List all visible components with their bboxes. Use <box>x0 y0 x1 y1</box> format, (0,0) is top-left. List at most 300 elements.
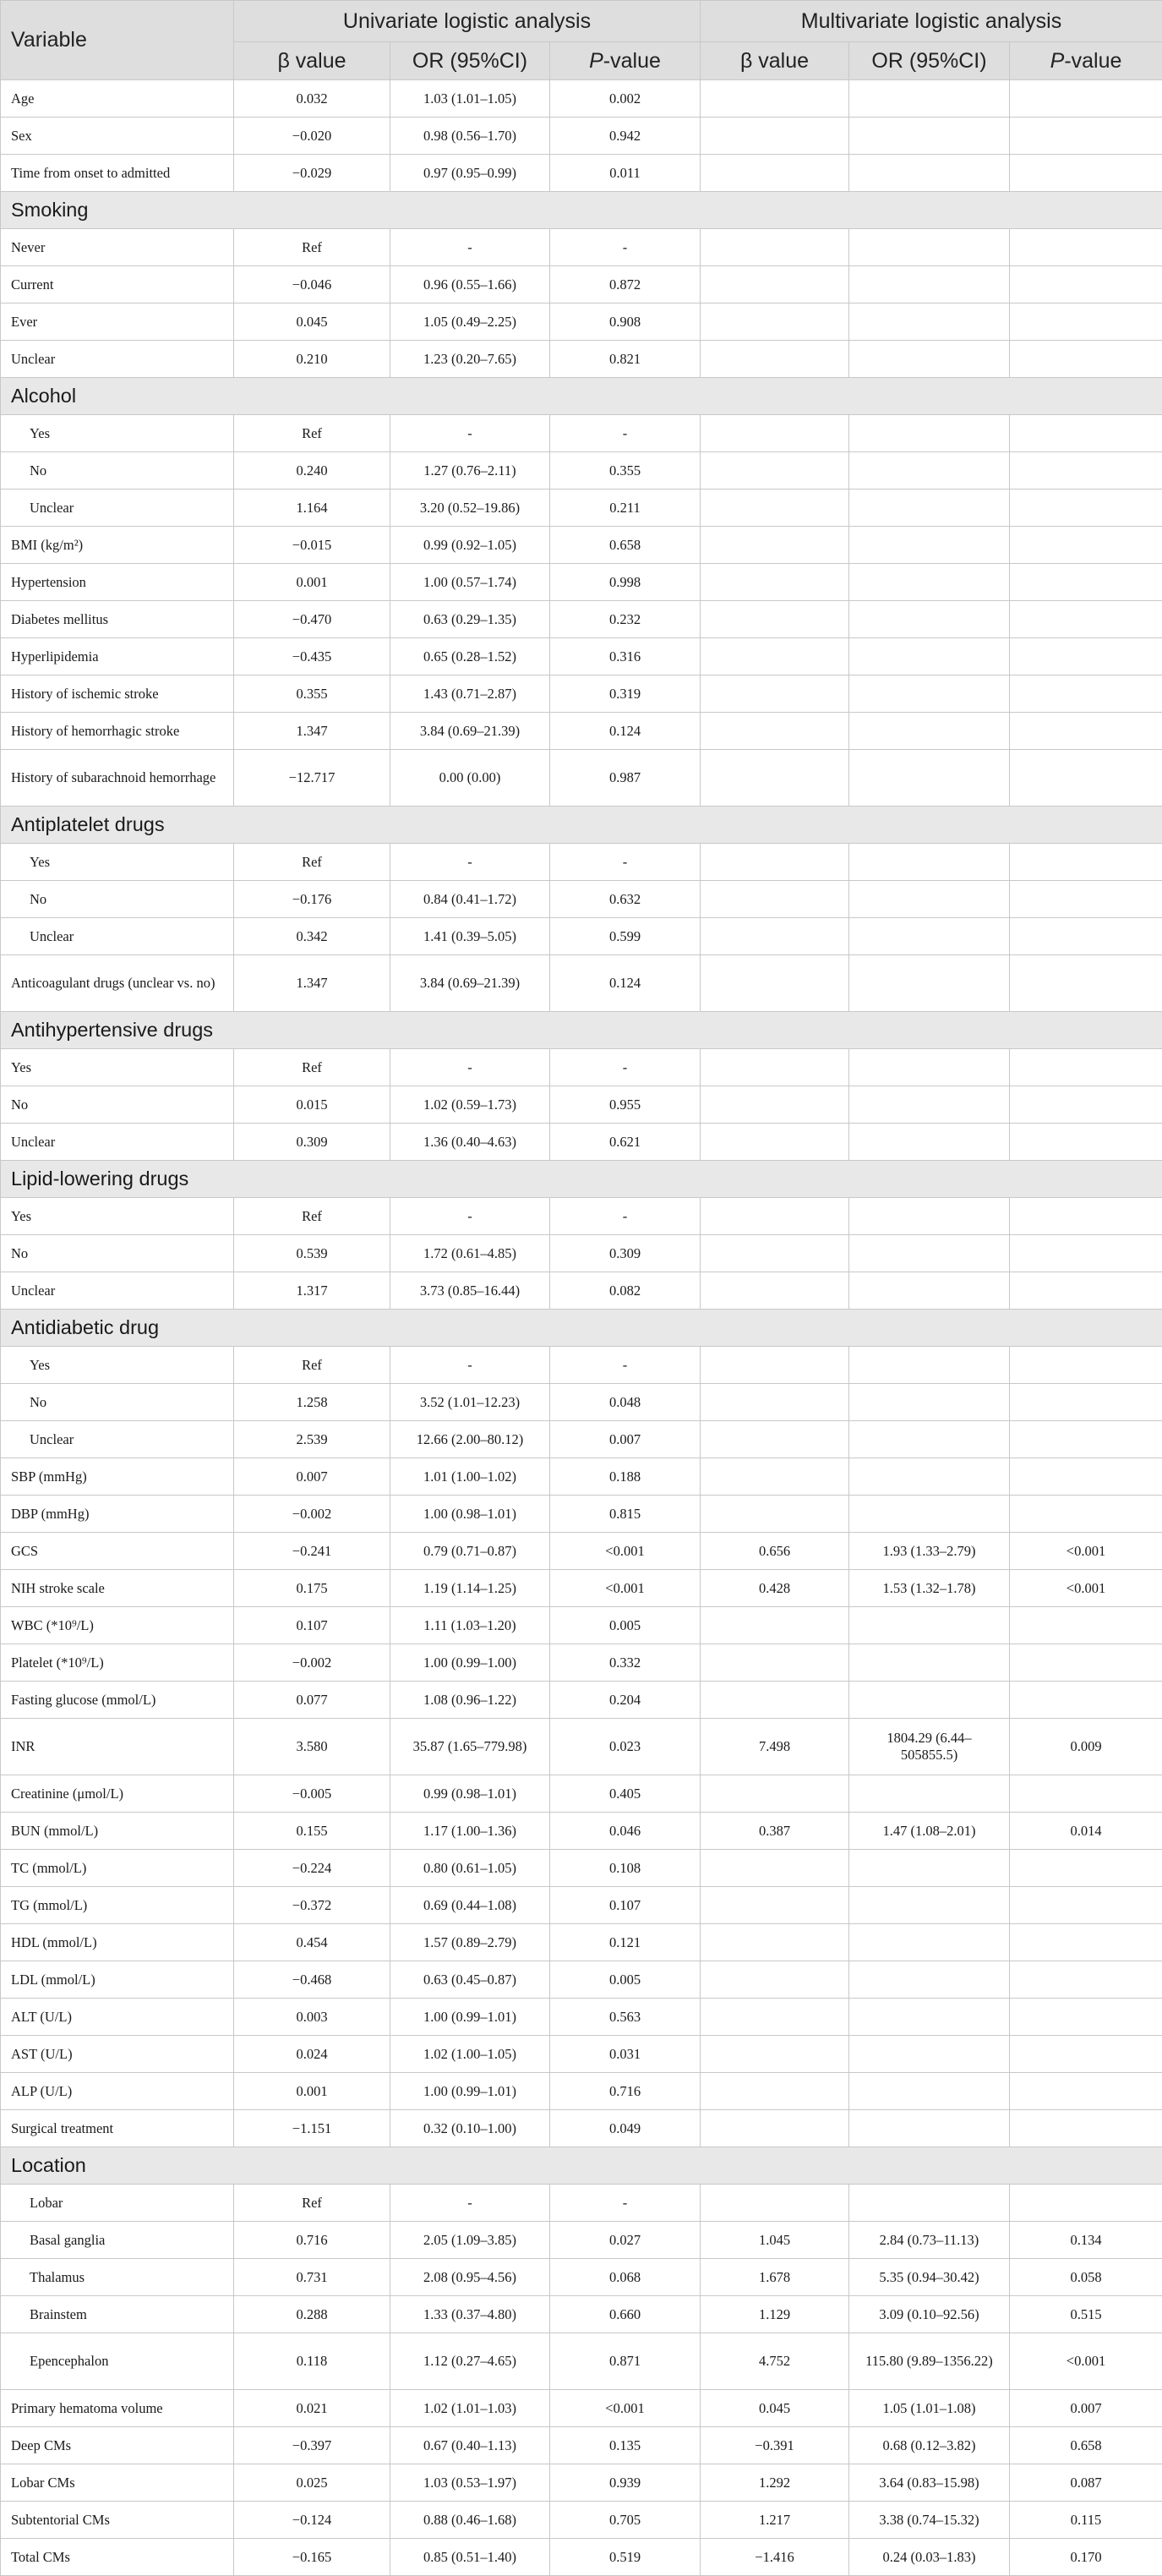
variable-cell: Basal ganglia <box>1 2222 234 2259</box>
multivariate-or-cell <box>849 1924 1010 1961</box>
univariate-or-cell: 0.99 (0.98–1.01) <box>390 1775 550 1813</box>
multivariate-or-cell <box>849 1850 1010 1887</box>
variable-cell: GCS <box>1 1533 234 1570</box>
univariate-or-cell: 1.11 (1.03–1.20) <box>390 1607 550 1644</box>
univariate-beta-cell: −0.165 <box>234 2539 390 2576</box>
univariate-or-cell: 1.00 (0.99–1.01) <box>390 1999 550 2036</box>
univariate-p-cell: 0.048 <box>550 1384 701 1421</box>
multivariate-beta-cell <box>701 638 849 675</box>
univariate-or-cell: 0.79 (0.71–0.87) <box>390 1533 550 1570</box>
multivariate-p-cell <box>1010 527 1162 564</box>
table-row <box>1 1961 1162 1999</box>
univariate-p-cell: 0.027 <box>550 2222 701 2259</box>
variable-cell: Yes <box>1 1049 234 1086</box>
univariate-p-cell: - <box>550 1049 701 1086</box>
univariate-or-header: OR (95%CI) <box>390 42 550 80</box>
variable-cell: Thalamus <box>1 2259 234 2296</box>
univariate-beta-cell: −0.176 <box>234 881 390 918</box>
variable-cell: No <box>1 1235 234 1272</box>
variable-cell: Never <box>1 229 234 266</box>
table-row <box>1 1999 1162 2036</box>
univariate-p-cell: 0.232 <box>550 601 701 638</box>
multivariate-or-cell <box>849 304 1010 341</box>
multivariate-beta-cell <box>701 918 849 955</box>
variable-cell: Unclear <box>1 1124 234 1161</box>
multivariate-beta-cell <box>701 452 849 489</box>
univariate-or-cell: 1.33 (0.37–4.80) <box>390 2296 550 2333</box>
univariate-p-cell: 0.124 <box>550 955 701 1012</box>
multivariate-beta-cell <box>701 1924 849 1961</box>
multivariate-or-cell <box>849 1421 1010 1458</box>
multivariate-or-cell: 1.05 (1.01–1.08) <box>849 2390 1010 2427</box>
univariate-or-cell: 1.36 (0.40–4.63) <box>390 1124 550 1161</box>
multivariate-p-cell <box>1010 2073 1162 2110</box>
univariate-or-cell: 1.02 (1.01–1.03) <box>390 2390 550 2427</box>
variable-cell: Unclear <box>1 489 234 527</box>
variable-cell: Anticoagulant drugs (unclear vs. no) <box>1 955 234 1012</box>
univariate-beta-cell: −0.397 <box>234 2427 390 2464</box>
univariate-p-cell: 0.872 <box>550 266 701 304</box>
univariate-p-cell: 0.005 <box>550 1607 701 1644</box>
variable-cell: Unclear <box>1 1421 234 1458</box>
univariate-or-cell: 1.72 (0.61–4.85) <box>390 1235 550 1272</box>
variable-cell: Total CMs <box>1 2539 234 2576</box>
univariate-p-cell: 0.204 <box>550 1682 701 1719</box>
multivariate-or-cell: 3.64 (0.83–15.98) <box>849 2464 1010 2502</box>
univariate-beta-cell: Ref <box>234 2185 390 2222</box>
univariate-p-cell: 0.621 <box>550 1124 701 1161</box>
variable-cell: HDL (mmol/L) <box>1 1924 234 1961</box>
variable-cell: Time from onset to admitted <box>1 155 234 192</box>
multivariate-p-cell <box>1010 1607 1162 1644</box>
univariate-or-cell: 1.00 (0.57–1.74) <box>390 564 550 601</box>
univariate-or-cell: 2.05 (1.09–3.85) <box>390 2222 550 2259</box>
multivariate-beta-cell <box>701 1421 849 1458</box>
multivariate-or-cell <box>849 1775 1010 1813</box>
multivariate-or-cell <box>849 1124 1010 1161</box>
table-row <box>1 266 1162 304</box>
univariate-or-cell: 0.88 (0.46–1.68) <box>390 2502 550 2539</box>
univariate-beta-cell: −0.435 <box>234 638 390 675</box>
multivariate-beta-cell <box>701 341 849 378</box>
univariate-or-cell: 1.03 (0.53–1.97) <box>390 2464 550 2502</box>
table-row <box>1 1775 1162 1813</box>
multivariate-or-cell <box>849 881 1010 918</box>
univariate-beta-cell: 0.015 <box>234 1086 390 1124</box>
table-row <box>1 304 1162 341</box>
univariate-p-cell: 0.107 <box>550 1887 701 1924</box>
table-row <box>1 1458 1162 1496</box>
table-row <box>1 955 1162 1012</box>
multivariate-beta-cell: 0.428 <box>701 1570 849 1607</box>
variable-cell: DBP (mmHg) <box>1 1496 234 1533</box>
univariate-p-cell: 0.405 <box>550 1775 701 1813</box>
univariate-p-cell: 0.309 <box>550 1235 701 1272</box>
variable-cell: Current <box>1 266 234 304</box>
univariate-p-cell: 0.908 <box>550 304 701 341</box>
multivariate-p-cell: 0.014 <box>1010 1813 1162 1850</box>
variable-cell: BMI (kg/m²) <box>1 527 234 564</box>
table-row <box>1 1887 1162 1924</box>
multivariate-p-cell <box>1010 713 1162 750</box>
univariate-or-cell: 3.84 (0.69–21.39) <box>390 713 550 750</box>
univariate-or-cell: 1.19 (1.14–1.25) <box>390 1570 550 1607</box>
table-row <box>1 1198 1162 1235</box>
multivariate-or-cell <box>849 489 1010 527</box>
univariate-p-cell: 0.658 <box>550 527 701 564</box>
multivariate-p-cell <box>1010 881 1162 918</box>
multivariate-beta-cell <box>701 1496 849 1533</box>
univariate-beta-cell: 0.355 <box>234 675 390 713</box>
multivariate-beta-cell <box>701 1235 849 1272</box>
univariate-p-cell: 0.005 <box>550 1961 701 1999</box>
multivariate-p-cell: 0.007 <box>1010 2390 1162 2427</box>
univariate-beta-cell: 0.309 <box>234 1124 390 1161</box>
multivariate-or-cell <box>849 713 1010 750</box>
univariate-beta-cell: 0.001 <box>234 2073 390 2110</box>
multivariate-p-cell <box>1010 155 1162 192</box>
multivariate-or-header: OR (95%CI) <box>849 42 1010 80</box>
table-row <box>1 2333 1162 2390</box>
table-row <box>1 1124 1162 1161</box>
table-row <box>1 1086 1162 1124</box>
univariate-p-cell: - <box>550 229 701 266</box>
univariate-or-cell: 0.00 (0.00) <box>390 750 550 807</box>
univariate-beta-cell: −0.372 <box>234 1887 390 1924</box>
variable-cell: Hypertension <box>1 564 234 601</box>
variable-cell: Ever <box>1 304 234 341</box>
table-row <box>1 844 1162 881</box>
section-label: Location <box>1 2147 1162 2185</box>
univariate-beta-cell: 0.175 <box>234 1570 390 1607</box>
univariate-p-cell: 0.007 <box>550 1421 701 1458</box>
multivariate-beta-cell <box>701 955 849 1012</box>
multivariate-p-header <box>1010 42 1162 80</box>
univariate-or-cell: 3.73 (0.85–16.44) <box>390 1272 550 1310</box>
table-row <box>1 118 1162 155</box>
multivariate-p-cell <box>1010 1458 1162 1496</box>
univariate-beta-cell: −0.241 <box>234 1533 390 1570</box>
multivariate-p-cell <box>1010 1850 1162 1887</box>
multivariate-p-cell: <0.001 <box>1010 1533 1162 1570</box>
multivariate-beta-cell: −1.416 <box>701 2539 849 2576</box>
table-row <box>1 415 1162 452</box>
univariate-or-cell: 1.03 (1.01–1.05) <box>390 80 550 118</box>
multivariate-p-cell <box>1010 1682 1162 1719</box>
multivariate-p-cell <box>1010 1049 1162 1086</box>
multivariate-or-cell <box>849 452 1010 489</box>
multivariate-beta-cell <box>701 2036 849 2073</box>
variable-cell: Deep CMs <box>1 2427 234 2464</box>
univariate-beta-cell: Ref <box>234 1049 390 1086</box>
table-row <box>1 675 1162 713</box>
table-row <box>1 1719 1162 1775</box>
section-label: Antidiabetic drug <box>1 1310 1162 1347</box>
table-row <box>1 2110 1162 2147</box>
multivariate-p-cell: 0.009 <box>1010 1719 1162 1775</box>
multivariate-or-cell <box>849 1347 1010 1384</box>
multivariate-or-cell: 3.09 (0.10–92.56) <box>849 2296 1010 2333</box>
table-row <box>1 881 1162 918</box>
table-row <box>1 2073 1162 2110</box>
univariate-p-cell: 0.660 <box>550 2296 701 2333</box>
univariate-beta-cell: 0.077 <box>234 1682 390 1719</box>
table-row <box>1 564 1162 601</box>
multivariate-beta-cell <box>701 2185 849 2222</box>
univariate-or-cell: 0.97 (0.95–0.99) <box>390 155 550 192</box>
multivariate-beta-cell: 1.045 <box>701 2222 849 2259</box>
variable-cell: Yes <box>1 1198 234 1235</box>
table-row <box>1 1347 1162 1384</box>
multivariate-beta-cell: 1.217 <box>701 2502 849 2539</box>
variable-cell: SBP (mmHg) <box>1 1458 234 1496</box>
multivariate-beta-cell <box>701 713 849 750</box>
multivariate-beta-cell: 1.292 <box>701 2464 849 2502</box>
univariate-or-cell: 1.57 (0.89–2.79) <box>390 1924 550 1961</box>
multivariate-p-cell <box>1010 1421 1162 1458</box>
table-row <box>1 750 1162 807</box>
variable-cell: INR <box>1 1719 234 1775</box>
univariate-or-cell: - <box>390 1198 550 1235</box>
univariate-or-cell: 0.67 (0.40–1.13) <box>390 2427 550 2464</box>
multivariate-or-cell <box>849 955 1010 1012</box>
multivariate-or-cell: 0.68 (0.12–3.82) <box>849 2427 1010 2464</box>
variable-cell: History of hemorrhagic stroke <box>1 713 234 750</box>
section-label: Antihypertensive drugs <box>1 1012 1162 1049</box>
multivariate-or-cell <box>849 1198 1010 1235</box>
univariate-p-cell: 0.939 <box>550 2464 701 2502</box>
univariate-or-cell: 0.99 (0.92–1.05) <box>390 527 550 564</box>
univariate-or-cell: 0.80 (0.61–1.05) <box>390 1850 550 1887</box>
multivariate-beta-cell <box>701 750 849 807</box>
univariate-beta-cell: 0.288 <box>234 2296 390 2333</box>
univariate-p-cell: 0.563 <box>550 1999 701 2036</box>
section-label: Antiplatelet drugs <box>1 807 1162 844</box>
univariate-beta-cell: 0.001 <box>234 564 390 601</box>
section-header-row <box>1 1310 1162 1347</box>
table-row <box>1 713 1162 750</box>
univariate-p-cell: 0.124 <box>550 713 701 750</box>
multivariate-or-cell <box>849 1049 1010 1086</box>
univariate-or-cell: 1.02 (1.00–1.05) <box>390 2036 550 2073</box>
table-row <box>1 155 1162 192</box>
table-row <box>1 918 1162 955</box>
section-header-row <box>1 192 1162 229</box>
multivariate-p-cell <box>1010 750 1162 807</box>
univariate-or-cell: 0.65 (0.28–1.52) <box>390 638 550 675</box>
univariate-beta-cell: 0.107 <box>234 1607 390 1644</box>
variable-cell: Brainstem <box>1 2296 234 2333</box>
multivariate-p-cell: 0.115 <box>1010 2502 1162 2539</box>
multivariate-beta-cell: 1.678 <box>701 2259 849 2296</box>
multivariate-beta-cell: 0.045 <box>701 2390 849 2427</box>
table-row <box>1 341 1162 378</box>
univariate-beta-cell: 0.210 <box>234 341 390 378</box>
univariate-beta-cell: −0.124 <box>234 2502 390 2539</box>
table-row <box>1 2185 1162 2222</box>
p-suffix: -value <box>603 49 661 73</box>
univariate-or-cell: 1.00 (0.99–1.00) <box>390 1644 550 1682</box>
univariate-group-header: Univariate logistic analysis <box>234 1 701 42</box>
section-header-row <box>1 1012 1162 1049</box>
univariate-p-cell: 0.716 <box>550 2073 701 2110</box>
multivariate-or-cell <box>849 266 1010 304</box>
multivariate-p-cell: 0.087 <box>1010 2464 1162 2502</box>
multivariate-beta-cell <box>701 118 849 155</box>
multivariate-p-cell <box>1010 1775 1162 1813</box>
table-row <box>1 2390 1162 2427</box>
univariate-p-cell: 0.319 <box>550 675 701 713</box>
multivariate-or-cell <box>849 564 1010 601</box>
variable-cell: Unclear <box>1 341 234 378</box>
univariate-or-cell: 1.01 (1.00–1.02) <box>390 1458 550 1496</box>
univariate-beta-cell: Ref <box>234 844 390 881</box>
table-body <box>1 80 1162 2576</box>
univariate-beta-cell: 1.317 <box>234 1272 390 1310</box>
table-row <box>1 2296 1162 2333</box>
multivariate-or-cell <box>849 2036 1010 2073</box>
multivariate-beta-cell <box>701 2073 849 2110</box>
univariate-or-cell: 1.27 (0.76–2.11) <box>390 452 550 489</box>
multivariate-p-cell <box>1010 564 1162 601</box>
multivariate-beta-cell: −0.391 <box>701 2427 849 2464</box>
univariate-beta-cell: 1.258 <box>234 1384 390 1421</box>
table-row <box>1 229 1162 266</box>
univariate-or-cell: 0.63 (0.45–0.87) <box>390 1961 550 1999</box>
multivariate-beta-cell <box>701 675 849 713</box>
multivariate-beta-cell: 0.387 <box>701 1813 849 1850</box>
table-row <box>1 2036 1162 2073</box>
multivariate-or-cell <box>849 2110 1010 2147</box>
multivariate-or-cell <box>849 1384 1010 1421</box>
variable-cell: Primary hematoma volume <box>1 2390 234 2427</box>
univariate-beta-cell: Ref <box>234 415 390 452</box>
multivariate-beta-cell <box>701 1384 849 1421</box>
univariate-p-cell: 0.955 <box>550 1086 701 1124</box>
multivariate-or-cell <box>849 1644 1010 1682</box>
multivariate-beta-cell <box>701 1086 849 1124</box>
multivariate-p-cell <box>1010 1272 1162 1310</box>
univariate-p-cell: 0.046 <box>550 1813 701 1850</box>
univariate-beta-cell: 0.454 <box>234 1924 390 1961</box>
section-header-row <box>1 378 1162 415</box>
multivariate-p-cell <box>1010 1924 1162 1961</box>
variable-cell: Age <box>1 80 234 118</box>
multivariate-beta-cell <box>701 844 849 881</box>
multivariate-p-cell <box>1010 266 1162 304</box>
univariate-or-cell: 12.66 (2.00–80.12) <box>390 1421 550 1458</box>
univariate-or-cell: - <box>390 1049 550 1086</box>
multivariate-or-cell <box>849 2185 1010 2222</box>
univariate-p-cell: <0.001 <box>550 2390 701 2427</box>
univariate-beta-cell: −0.015 <box>234 527 390 564</box>
variable-cell: Lobar CMs <box>1 2464 234 2502</box>
univariate-or-cell: 3.20 (0.52–19.86) <box>390 489 550 527</box>
multivariate-p-cell <box>1010 2185 1162 2222</box>
multivariate-beta-cell <box>701 564 849 601</box>
univariate-p-cell: 0.519 <box>550 2539 701 2576</box>
multivariate-p-cell: 0.515 <box>1010 2296 1162 2333</box>
univariate-beta-cell: Ref <box>234 229 390 266</box>
table-row <box>1 1570 1162 1607</box>
univariate-or-cell: 1.02 (0.59–1.73) <box>390 1086 550 1124</box>
variable-cell: WBC (*10⁹/L) <box>1 1607 234 1644</box>
univariate-or-cell: 0.96 (0.55–1.66) <box>390 266 550 304</box>
univariate-beta-cell: 0.045 <box>234 304 390 341</box>
multivariate-or-cell: 3.38 (0.74–15.32) <box>849 2502 1010 2539</box>
section-label: Lipid-lowering drugs <box>1 1161 1162 1198</box>
section-label: Alcohol <box>1 378 1162 415</box>
univariate-beta-cell: −0.029 <box>234 155 390 192</box>
variable-cell: Lobar <box>1 2185 234 2222</box>
univariate-or-cell: 0.63 (0.29–1.35) <box>390 601 550 638</box>
univariate-or-cell: - <box>390 2185 550 2222</box>
univariate-beta-cell: 0.118 <box>234 2333 390 2390</box>
table-header <box>1 1 1162 80</box>
univariate-or-cell: 3.84 (0.69–21.39) <box>390 955 550 1012</box>
univariate-p-cell: 0.942 <box>550 118 701 155</box>
table-row <box>1 452 1162 489</box>
multivariate-p-cell <box>1010 955 1162 1012</box>
multivariate-p-cell <box>1010 1887 1162 1924</box>
univariate-or-cell: 0.84 (0.41–1.72) <box>390 881 550 918</box>
table-row <box>1 1235 1162 1272</box>
univariate-beta-cell: 2.539 <box>234 1421 390 1458</box>
multivariate-or-cell <box>849 675 1010 713</box>
multivariate-or-cell: 1804.29 (6.44–505855.5) <box>849 1719 1010 1775</box>
univariate-p-cell: 0.121 <box>550 1924 701 1961</box>
multivariate-p-cell <box>1010 1086 1162 1124</box>
multivariate-beta-cell <box>701 601 849 638</box>
variable-cell: Subtentorial CMs <box>1 2502 234 2539</box>
univariate-beta-cell: −0.005 <box>234 1775 390 1813</box>
univariate-beta-cell: 0.342 <box>234 918 390 955</box>
multivariate-or-cell <box>849 1272 1010 1310</box>
table-row <box>1 1682 1162 1719</box>
multivariate-or-cell <box>849 918 1010 955</box>
univariate-or-cell: 1.17 (1.00–1.36) <box>390 1813 550 1850</box>
univariate-beta-header: β value <box>234 42 390 80</box>
multivariate-beta-cell <box>701 1347 849 1384</box>
table-row <box>1 527 1162 564</box>
multivariate-or-cell <box>849 1458 1010 1496</box>
univariate-or-cell: 1.41 (0.39–5.05) <box>390 918 550 955</box>
univariate-or-cell: - <box>390 1347 550 1384</box>
multivariate-or-cell: 0.24 (0.03–1.83) <box>849 2539 1010 2576</box>
univariate-p-cell: 0.821 <box>550 341 701 378</box>
variable-cell: Unclear <box>1 1272 234 1310</box>
multivariate-or-cell <box>849 1999 1010 2036</box>
univariate-p-cell: 0.068 <box>550 2259 701 2296</box>
table-row <box>1 1272 1162 1310</box>
variable-cell: Diabetes mellitus <box>1 601 234 638</box>
univariate-beta-cell: −0.002 <box>234 1496 390 1533</box>
multivariate-beta-cell <box>701 1607 849 1644</box>
multivariate-or-cell: 1.93 (1.33–2.79) <box>849 1533 1010 1570</box>
univariate-beta-cell: −12.717 <box>234 750 390 807</box>
univariate-beta-cell: 1.164 <box>234 489 390 527</box>
multivariate-or-cell: 5.35 (0.94–30.42) <box>849 2259 1010 2296</box>
multivariate-p-cell <box>1010 2036 1162 2073</box>
multivariate-p-cell <box>1010 601 1162 638</box>
multivariate-beta-cell <box>701 1049 849 1086</box>
table-row <box>1 1421 1162 1458</box>
variable-cell: Yes <box>1 844 234 881</box>
univariate-or-cell: 2.08 (0.95–4.56) <box>390 2259 550 2296</box>
table-row <box>1 1924 1162 1961</box>
multivariate-beta-cell <box>701 415 849 452</box>
variable-cell: AST (U/L) <box>1 2036 234 2073</box>
